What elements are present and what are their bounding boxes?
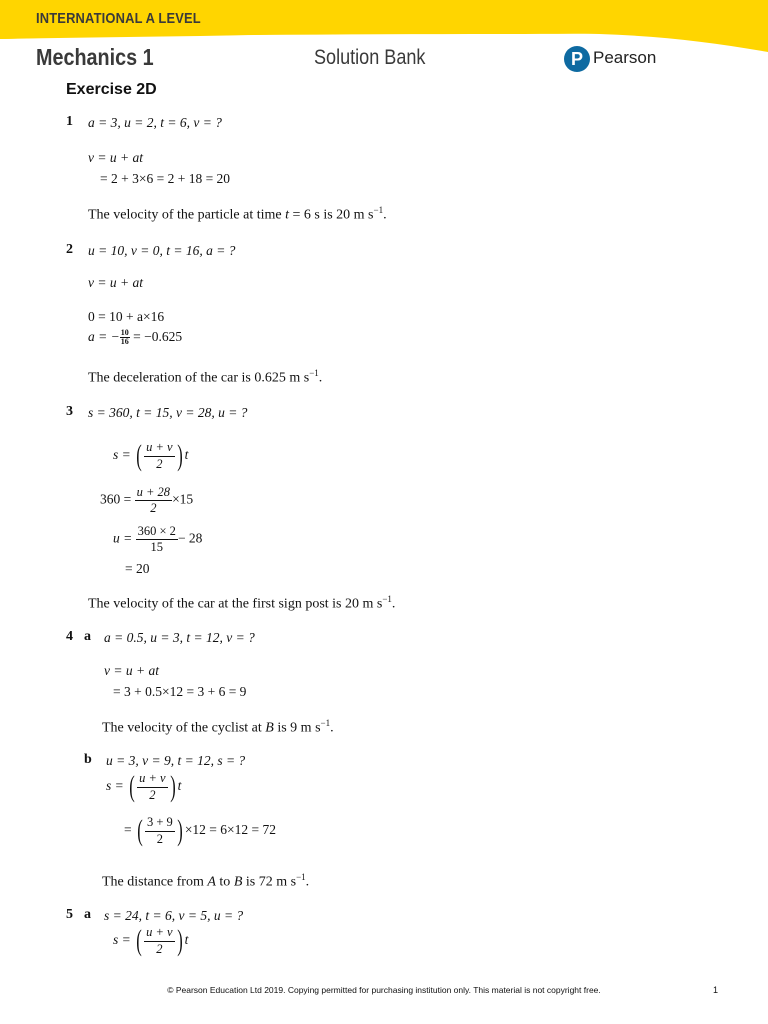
q2-working: 0 = 10 + a×16 <box>88 309 165 324</box>
q5a-given: s = 24, t = 6, v = 5, u = ? <box>104 908 244 923</box>
q2-equation: v = u + at <box>88 275 143 290</box>
q4a-working: = 3 + 0.5×12 = 3 + 6 = 9 <box>113 684 247 699</box>
q5a-formula: s = ( $\frac{u + v}{2}$ ) t <box>113 924 189 957</box>
q4b-answer: The distance from A to B is 72 m $s^{-1}$. <box>102 872 310 890</box>
exercise-title: Exercise 2D <box>66 81 157 98</box>
q4b-working: = ( $\frac{3 + 9}{2}$ ) ×12 = 6×12 = 72 <box>124 814 277 847</box>
question-number: 2 <box>66 242 73 257</box>
page-number: 1 <box>713 985 719 995</box>
q3-rearrange: u = $\frac{360 \times 2}{15}$ − 28 <box>113 524 203 555</box>
question-part: b <box>84 752 92 767</box>
program-label: INTERNATIONAL A LEVEL <box>36 10 201 27</box>
q3-result: = 20 <box>125 561 150 576</box>
question-part: a <box>84 629 91 644</box>
q3-substitution: 360 = $\frac{u + 28}{2}$ ×15 <box>100 485 194 516</box>
q4b-given: u = 3, v = 9, t = 12, s = ? <box>106 753 246 768</box>
q4a-given: a = 0.5, u = 3, t = 12, v = ? <box>104 630 255 645</box>
q1-working: = 2 + 3×6 = 2 + 18 = 20 <box>100 171 231 186</box>
question-part: a <box>84 907 91 922</box>
q1-equation: v = u + at <box>88 150 143 165</box>
q4b-formula: s = ( $\frac{u + v}{2}$ ) t <box>106 770 182 803</box>
q3-given: s = 360, t = 15, v = 28, u = ? <box>88 405 248 420</box>
q4a-answer: The velocity of the cyclist at B is 9 m $s^{-1}$. <box>102 718 334 736</box>
q2-given: u = 10, v = 0, t = 16, a = ? <box>88 243 236 258</box>
pearson-logo-icon: P <box>564 46 590 72</box>
question-number: 4 <box>66 629 73 644</box>
q2-answer: The deceleration of the car is 0.625 m $s^{-1}$. <box>88 368 323 386</box>
q2-result: a = − $\frac{10}{16}$ = −0.625 <box>88 328 183 347</box>
book-title: Mechanics 1 <box>36 44 154 70</box>
question-number: 3 <box>66 404 73 419</box>
q1-given: a = 3, u = 2, t = 6, v = ? <box>88 115 222 130</box>
question-number: 5 <box>66 907 73 922</box>
book-subtitle: Solution Bank <box>314 46 426 69</box>
q4a-equation: v = u + at <box>104 663 159 678</box>
q3-answer: The velocity of the car at the first sign post is 20 m $s^{-1}$. <box>88 594 396 612</box>
copyright-notice: © Pearson Education Ltd 2019. Copying permitted for purchasing institution only. This material is not copyright free. <box>167 985 601 995</box>
question-number: 1 <box>66 114 73 129</box>
pearson-logo-text: Pearson <box>593 48 657 67</box>
q3-formula: s = ( $\frac{u + v}{2}$ ) t <box>113 439 189 472</box>
q1-answer: The velocity of the particle at time t = 6 s is 20 m $s^{-1}$. <box>88 205 387 223</box>
